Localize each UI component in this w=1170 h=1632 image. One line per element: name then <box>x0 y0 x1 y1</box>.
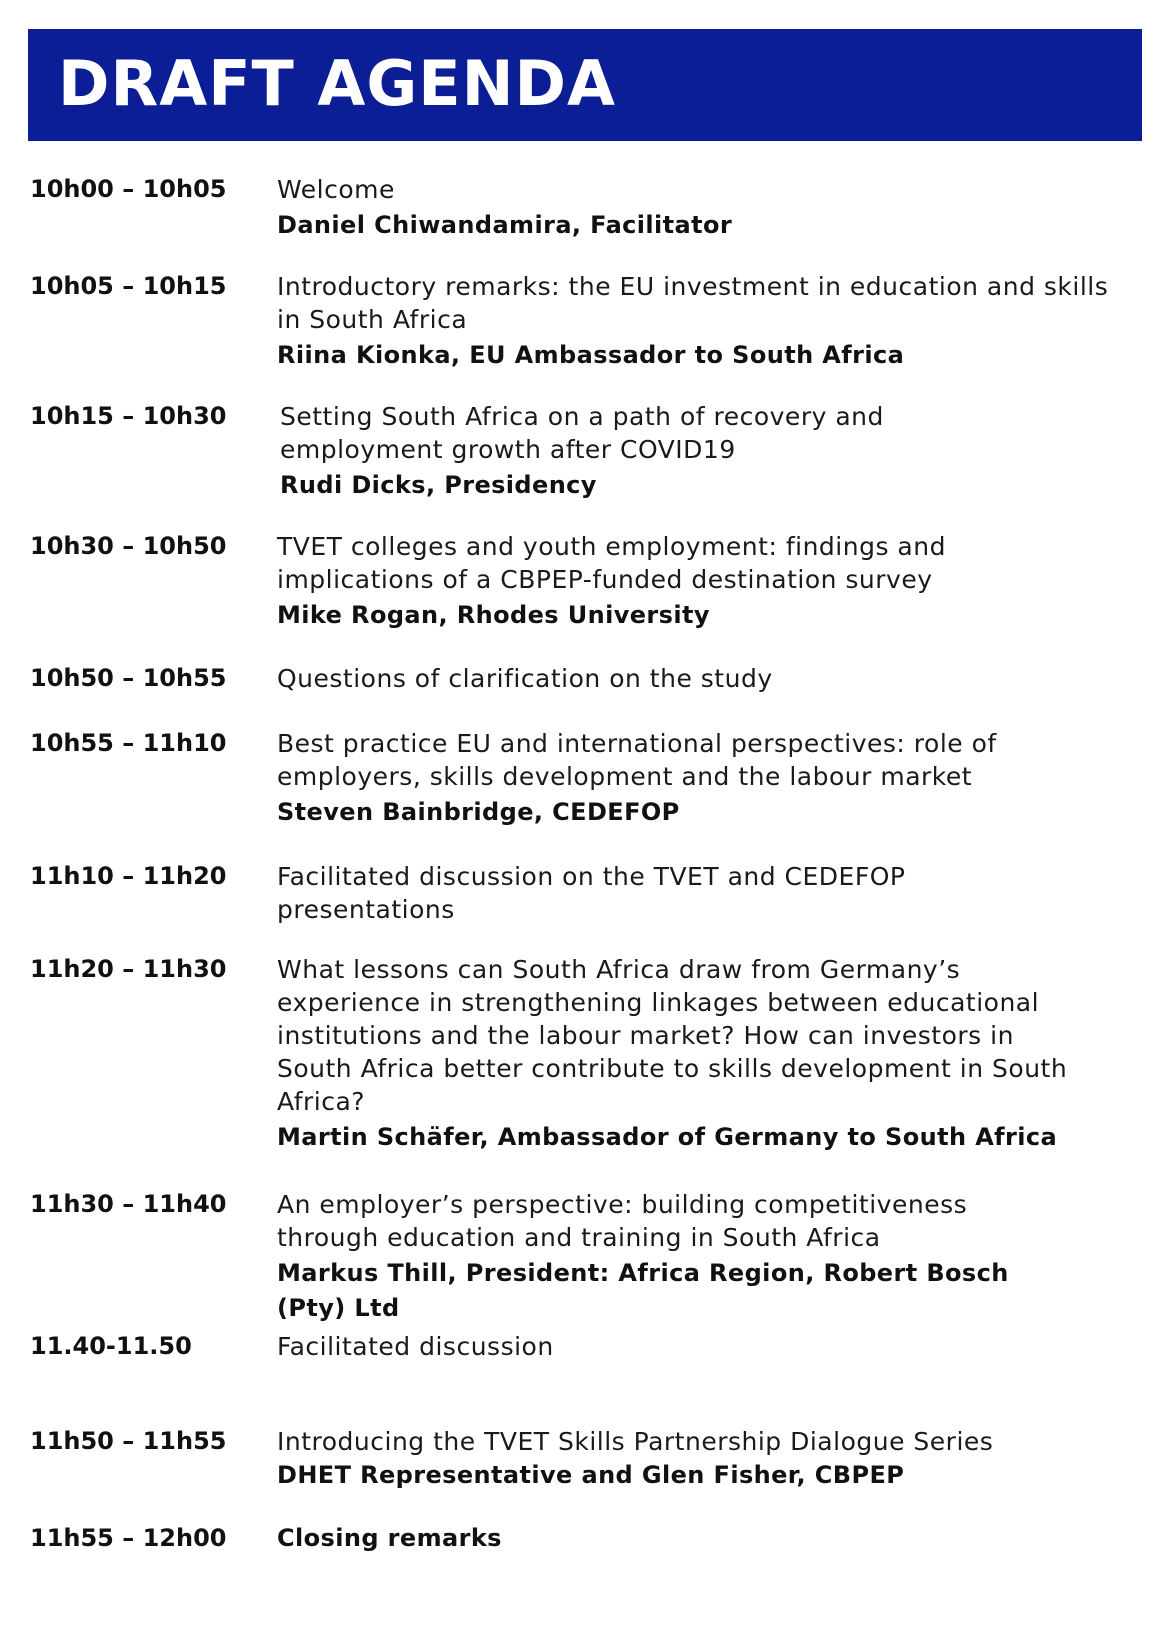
agenda-time: 10h05 – 10h15 <box>30 272 227 300</box>
agenda-speaker: Daniel Chiwandamira, Facilitator <box>277 211 733 239</box>
agenda-speaker: Rudi Dicks, Presidency <box>280 471 597 499</box>
agenda-time: 10h15 – 10h30 <box>30 402 227 430</box>
agenda-description: Facilitated discussion <box>277 1332 554 1361</box>
agenda-time: 10h50 – 10h55 <box>30 664 227 692</box>
agenda-description: Setting South Africa on a path of recovery and employment growth after COVID19 <box>280 402 884 464</box>
agenda-description: What lessons can South Africa draw from Germany’s experience in strengthening linkages between educational institutions and the labour market? How can investors in South Africa better contribute to skills development in South Africa? <box>277 955 1068 1116</box>
agenda-speaker: Martin Schäfer, Ambassador of Germany to South Africa <box>277 1123 1058 1151</box>
agenda-time: 11.40-11.50 <box>30 1332 192 1360</box>
agenda-time: 11h20 – 11h30 <box>30 955 227 983</box>
agenda-description: Best practice EU and international perspectives: role of employers, skills development and the labour market <box>277 729 997 791</box>
agenda-speaker: Riina Kionka, EU Ambassador to South Africa <box>277 341 905 369</box>
agenda-speaker: Steven Bainbridge, CEDEFOP <box>277 798 680 826</box>
agenda-time: 10h30 – 10h50 <box>30 532 227 560</box>
agenda-description: An employer’s perspective: building competitiveness through education and training in South Africa <box>277 1190 968 1252</box>
agenda-description: Introducing the TVET Skills Partnership Dialogue Series <box>277 1427 994 1456</box>
agenda-speaker: Mike Rogan, Rhodes University <box>277 601 710 629</box>
agenda-speaker: Markus Thill, President: Africa Region, Robert Bosch (Pty) Ltd <box>277 1259 1009 1322</box>
agenda-time: 10h00 – 10h05 <box>30 175 227 203</box>
agenda-time: 11h30 – 11h40 <box>30 1190 227 1218</box>
title-banner <box>28 29 1142 141</box>
agenda-time: 11h50 – 11h55 <box>30 1427 227 1455</box>
page-title: DRAFT AGENDA <box>58 47 616 120</box>
agenda-time: 10h55 – 11h10 <box>30 729 227 757</box>
agenda-description: Facilitated discussion on the TVET and CEDEFOP presentations <box>277 862 906 924</box>
agenda-speaker: DHET Representative and Glen Fisher, CBPEP <box>277 1461 905 1489</box>
agenda-description: Questions of clarification on the study <box>277 664 773 693</box>
agenda-description: Closing remarks <box>277 1524 502 1552</box>
agenda-description: Welcome <box>277 175 395 204</box>
agenda-description: Introductory remarks: the EU investment in education and skills in South Africa <box>277 272 1109 334</box>
agenda-time: 11h55 – 12h00 <box>30 1524 227 1552</box>
agenda-description: TVET colleges and youth employment: findings and implications of a CBPEP-funded destination survey <box>277 532 946 594</box>
agenda-time: 11h10 – 11h20 <box>30 862 227 890</box>
